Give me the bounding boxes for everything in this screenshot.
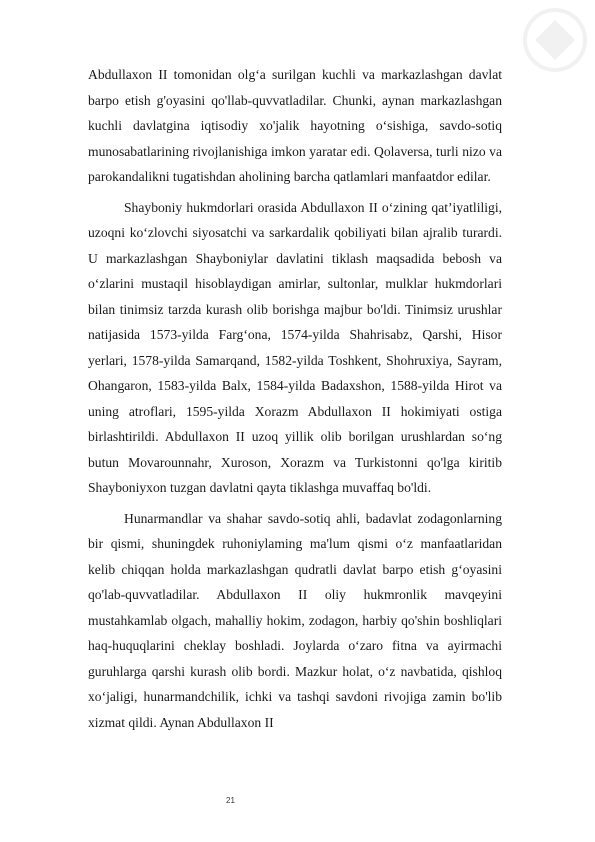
paragraph-3: Hunarmandlar va shahar savdo-sotiq ahli, badavlat zodagonlarning bir qismi, shuningdek ruhoniylaming ma'lum qismi o‘z manfaatlaridan kelib chiqqan holda markazlashgan qudratli davlat barpo etish g‘oyasini qo'lab-quvvatladilar. Abdullaxon II oliy hukmronlik mavqeyini mustahkamlab olgach, mahalliy hokim, zodagon, harbiy qo'shin boshliqlari haq-huquqlarini cheklay boshladi. Joylarda o‘zaro fitna va ayirmachi guruhlarga qarshi kurash olib bordi. Mazkur holat, o‘z navbatida, qishloq xo‘jaligi, hunarmandchilik, ichki va tashqi savdoni rivojiga zamin bo'lib xizmat qildi. Aynan Abdullaxon II (88, 510, 502, 730)
document-body (88, 62, 502, 740)
paragraph-1: Abdullaxon II tomonidan olg‘a surilgan kuchli va markazlashgan davlat barpo etish g'oyasini qo'llab-quvvatladilar. Chunki, aynan markazlashgan kuchli davlatgina iqtisodiy xo'jalik hayotning o‘sishiga, savdo-sotiq munosabatlarining rivojlanishiga imkon yaratar edi. Qolaversa, turli nizo va parokandalikni tugatishdan aholining barcha qatlamlari manfaatdor edilar. (88, 67, 502, 184)
page-number: 21 (226, 796, 235, 805)
paragraph-2: Shayboniy hukmdorlari orasida Abdullaxon II o‘zining qat’iyatliligi, uzoqni ko‘zlovchi siyosatchi va sarkardalik qobiliyati bilan ajralib turardi. U markazlashgan Shayboniylar davlatini tiklash maqsadida bebosh va o‘zlarini mustaqil hisoblaydigan amirlar, sultonlar, mulklar hukmdorlari bilan tinimsiz tarzda kurash olib borishga majbur bo'ldi. Tinimsiz urushlar natijasida 1573-yilda Farg‘ona, 1574-yilda Shahrisabz, Qarshi, Hisor yerlari, 1578-yilda Samarqand, 1582-yilda Toshkent, Shohruxiya, Sayram, Ohangaron, 1583-yilda Balx, 1584-yilda Badaxshon, 1588-yilda Hirot va uning atroflari, 1595-yilda Xorazm Abdullaxon II hokimiyati ostiga birlashtirildi. Abdullaxon II uzoq yillik olib borilgan urushlardan so‘ng butun Movarounnahr, Xuroson, Xorazm va Turkistonni qo'lga kiritib Shayboniyxon tuzgan davlatni qayta tiklashga muvaffaq bo'ldi. (88, 199, 502, 495)
